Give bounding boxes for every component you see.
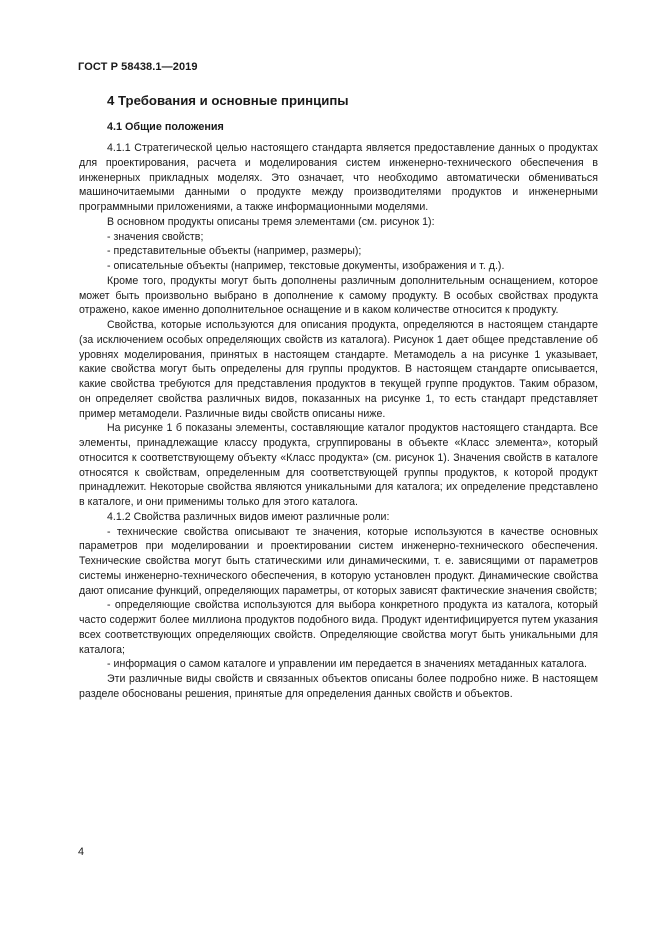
list-item: - значения свойств; [107,230,204,243]
paragraph: 4.1.2 Свойства различных видов имеют различные роли: [107,510,390,523]
paragraph: Эти различные виды свойств и связанных объектов описаны более подробно ниже. В настоящем разделе обоснованы решения, принятые для определения данных свойств и объектов. [79,673,598,700]
section-title: 4 Требования и основные принципы [107,93,349,108]
paragraph: Свойства, которые используются для описания продукта, определяются в настоящем стандарте (за исключением особых определяющих свойств из каталога). Рисунок 1 дает общее представление об уровнях моделирования, принятых в настоящем стандарте. Метамодель а на рисунке 1 указывает, какие свойства могут быть определены для группы продуктов. В настоящем стандарте описывается, какие свойства требуются для представления продуктов в текущей группе продуктов. Таким образом, он определяет свойства различных видов, показанных на рисунке 1, то есть стандарт представляет пример метамодели. Различные виды свойств описаны ниже. [79,319,598,420]
paragraph: На рисунке 1 б показаны элементы, составляющие каталог продуктов настоящего стандарта. Все элементы, принадлежащие классу продукта, сгруппированы в объекте «Класс элемента», который относится к соответствующему объекту «Класс продукта» (см. рисунок 1). Значения свойств в каталоге относятся к свойствам, определенным для соответствующей группы продуктов, к которой продукт принадлежит. Некоторые свойства являются уникальными для каталога; их определение представлено в каталоге, и они применимы только для этого каталога. [79,422,598,508]
list-item: - описательные объекты (например, текстовые документы, изображения и т. д.). [107,260,505,272]
list-item: - информация о самом каталоге и управлении им передается в значениях метаданных каталога. [107,658,587,671]
paragraph: Кроме того, продукты могут быть дополнены различным дополнительным оснащением, которое может быть произвольно выбрано в дополнение к самому продукту. В особых свойствах продукта отражено, какое именно дополнительное оснащение и в каком количестве относится к продукту. [79,274,598,317]
paragraph: 4.1.1 Стратегической целью настоящего стандарта является предоставление данных о продуктах для проектирования, расчета и моделирования систем инженерно-технического обеспечения в инженерных прикладных моделях. Это означает, что необходимо автоматически обмениваться машиночитаемыми данными о продукте между производителями продуктов и инженерными программными приложениями, а также информационными моделями. [79,142,598,213]
list-item: - определяющие свойства используются для выбора конкретного продукта из каталога, который часто содержит более миллиона продуктов подобного вида. Продукт идентифицируется путем указания всех соответствующих определяющих свойств. Определяющие свойства могут быть уникальными для каталога; [79,599,598,656]
subsection-title: 4.1 Общие положения [107,121,224,133]
document-header: ГОСТ Р 58438.1—2019 [78,61,198,73]
list-item: - представительные объекты (например, размеры); [107,245,362,258]
list-item: - технические свойства описывают те значения, которые используются в качестве основных параметров при моделировании и проектировании систем инженерно-технического обеспечения. Технические свойства могут быть статическими или динамическими, т. е. зависящими от параметров системы инженерно-технического обеспечения, в которую установлен продукт. Динамические свойства дают описание функций, определяющих параметры, от которых зависят фактические значения свойств; [79,525,598,597]
page-number: 4 [78,846,85,858]
paragraph: В основном продукты описаны тремя элементами (см. рисунок 1): [107,215,435,228]
document-body [79,141,598,702]
